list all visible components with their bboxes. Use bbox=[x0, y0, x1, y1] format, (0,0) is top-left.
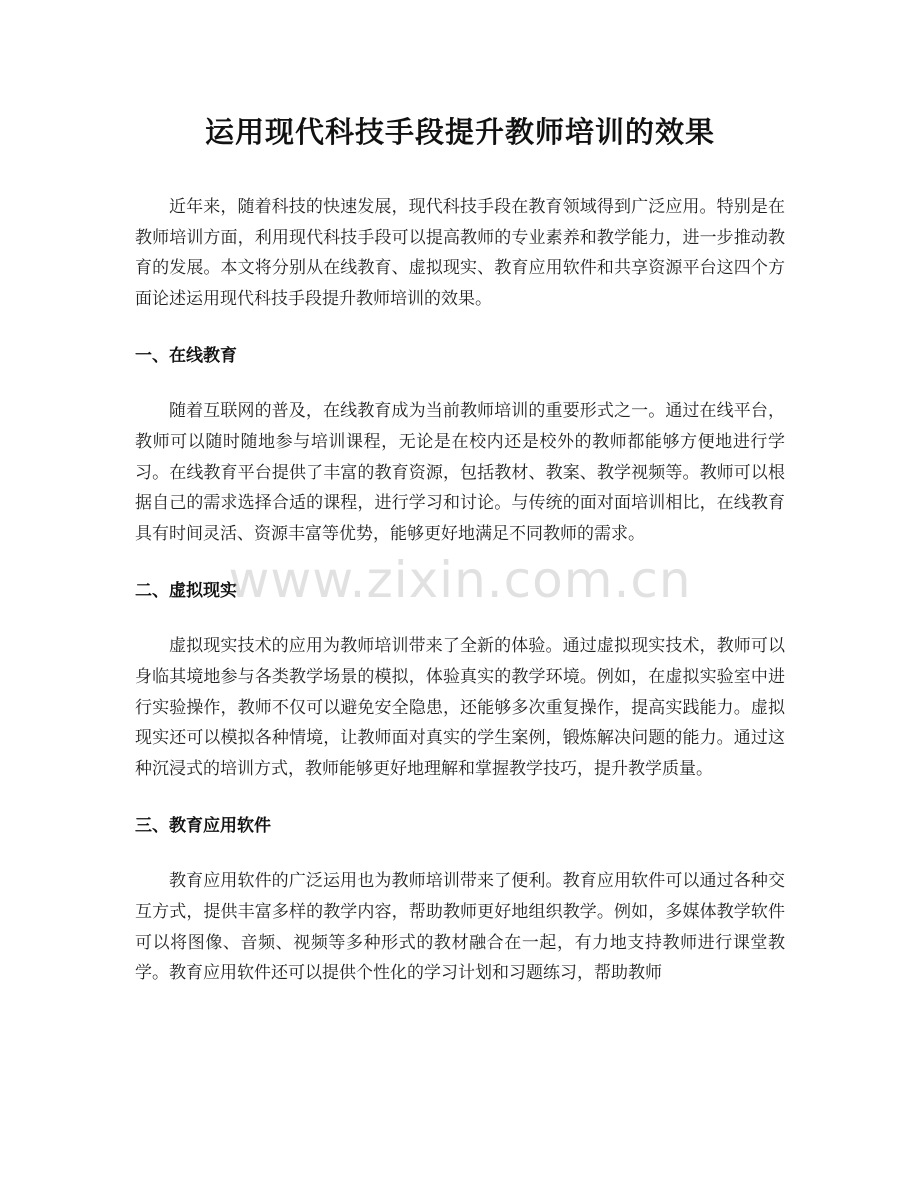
section-body-online-education: 随着互联网的普及，在线教育成为当前教师培训的重要形式之一。通过在线平台，教师可以随时随地参与培训课程，无论是在校内还是校外的教师都能够方便地进行学习。在线教育平台提供了丰富的教育资源，包括教材、教案、教学视频等。教师可以根据自己的需求选择合适的课程，进行学习和讨论。与传统的面对面培训相比，在线教育具有时间灵活、资源丰富等优势，能够更好地满足不同教师的需求。 bbox=[135, 401, 785, 544]
section-heading-online-education: 一、在线教育 bbox=[135, 346, 237, 367]
section-body-virtual-reality: 虚拟现实技术的应用为教师培训带来了全新的体验。通过虚拟现实技术，教师可以身临其境地参与各类教学场景的模拟，体验真实的教学环境。例如，在虚拟实验室中进行实验操作，教师不仅可以避免安全隐患，还能够多次重复操作，提高实践能力。虚拟现实还可以模拟各种情境，让教师面对真实的学生案例，锻炼解决问题的能力。通过这种沉浸式的培训方式，教师能够更好地理解和掌握教学技巧，提升教学质量。 bbox=[135, 636, 785, 779]
section-heading-virtual-reality: 二、虚拟现实 bbox=[135, 581, 237, 602]
section-heading-education-software: 三、教育应用软件 bbox=[135, 816, 271, 837]
intro-paragraph: 近年来，随着科技的快速发展，现代科技手段在教育领域得到广泛应用。特别是在教师培训方面，利用现代科技手段可以提高教师的专业素养和教学能力，进一步推动教育的发展。本文将分别从在线教育、虚拟现实、教育应用软件和共享资源平台这四个方面论述运用现代科技手段提升教师培训的效果。 bbox=[135, 197, 785, 309]
section-body-education-software: 教育应用软件的广泛运用也为教师培训带来了便利。教育应用软件可以通过各种交互方式，提供丰富多样的教学内容，帮助教师更好地组织教学。例如，多媒体教学软件可以将图像、音频、视频等多种形式的教材融合在一起，有力地支持教师进行课堂教学。教育应用软件还可以提供个性化的学习计划和习题练习，帮助教师 bbox=[135, 871, 785, 984]
watermark-text: www.zixin.com.cn bbox=[228, 551, 692, 609]
document-title: 运用现代科技手段提升教师培训的效果 bbox=[204, 115, 715, 149]
